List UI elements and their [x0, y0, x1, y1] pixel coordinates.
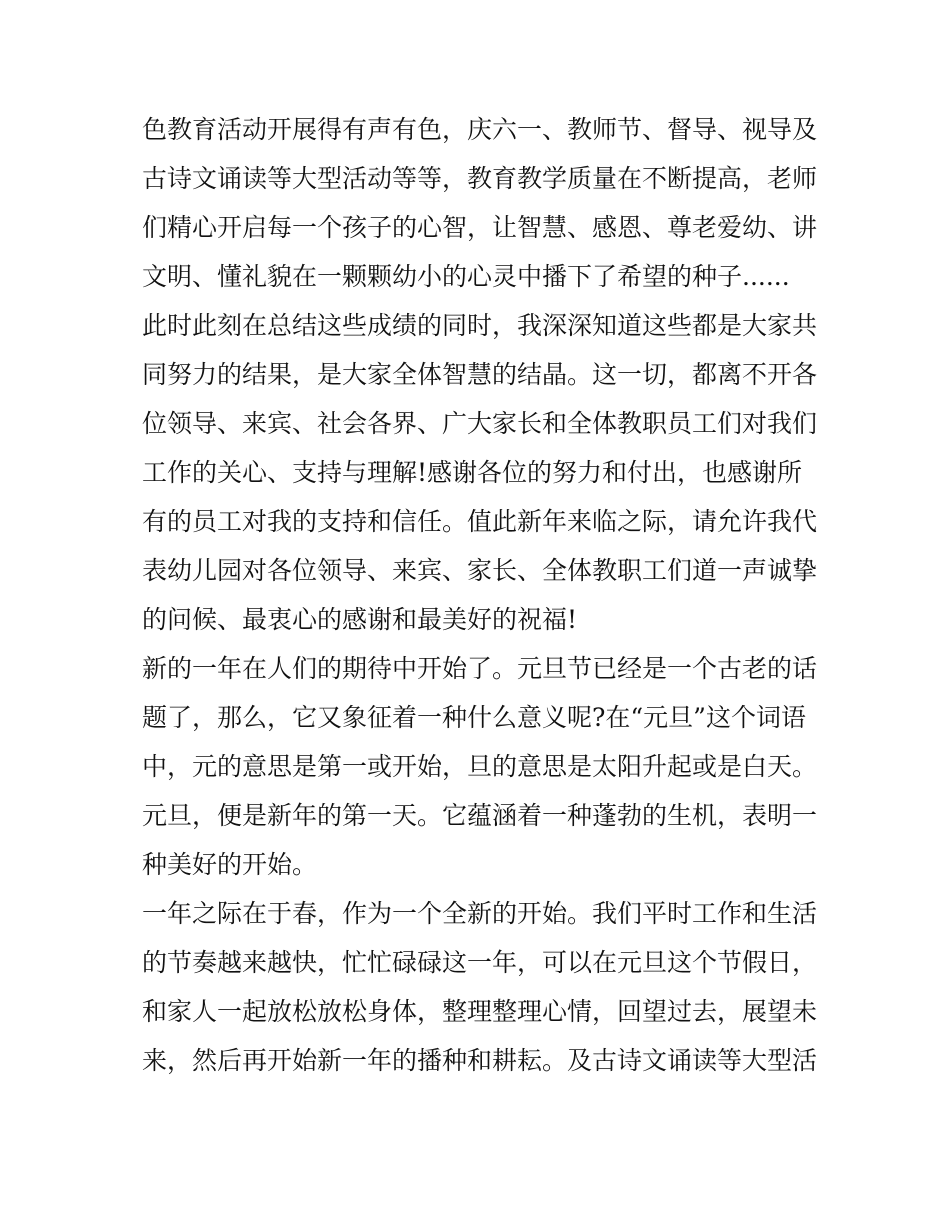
- text-line: 此时此刻在总结这些成绩的同时，我深深知道这些都是大家共: [142, 311, 818, 340]
- text-line: 元旦，便是新年的第一天。它蕴涵着一种蓬勃的生机，表明一: [142, 801, 818, 830]
- text-line: 和家人一起放松放松身体，整理整理心情，回望过去，展望未: [142, 997, 818, 1026]
- text-line: 的问候、最衷心的感谢和最美好的祝福!: [142, 605, 578, 634]
- text-line: 新的一年在人们的期待中开始了。元旦节已经是一个古老的话: [142, 654, 818, 683]
- text-line: 题了，那么，它又象征着一种什么意义呢?在“元旦”这个词语: [142, 703, 806, 732]
- text-line: 种美好的开始。: [142, 850, 318, 879]
- text-line: 工作的关心、支持与理解!感谢各位的努力和付出，也感谢所: [142, 458, 803, 487]
- document-body: [142, 105, 822, 1085]
- text-line: 古诗文诵读等大型活动等等，教育教学质量在不断提高，老师: [142, 164, 818, 193]
- text-line: 位领导、来宾、社会各界、广大家长和全体教职员工们对我们: [142, 409, 818, 438]
- text-line: 色教育活动开展得有声有色，庆六一、教师节、督导、视导及: [142, 115, 818, 144]
- text-line: 有的员工对我的支持和信任。值此新年来临之际，请允许我代: [142, 507, 818, 536]
- text-line: 表幼儿园对各位领导、来宾、家长、全体教职工们道一声诚挚: [142, 556, 818, 585]
- text-line: 同努力的结果，是大家全体智慧的结晶。这一切，都离不开各: [142, 360, 818, 389]
- text-line: 的节奏越来越快，忙忙碌碌这一年，可以在元旦这个节假日，: [142, 948, 818, 977]
- text-line: 一年之际在于春，作为一个全新的开始。我们平时工作和生活: [142, 899, 818, 928]
- text-line: 文明、懂礼貌在一颗颗幼小的心灵中播下了希望的种子......: [142, 262, 790, 291]
- text-line: 中，元的意思是第一或开始，旦的意思是太阳升起或是白天。: [142, 752, 818, 781]
- text-line: 们精心开启每一个孩子的心智，让智慧、感恩、尊老爱幼、讲: [142, 213, 818, 242]
- text-line: 来，然后再开始新一年的播种和耕耘。及古诗文诵读等大型活: [142, 1046, 818, 1075]
